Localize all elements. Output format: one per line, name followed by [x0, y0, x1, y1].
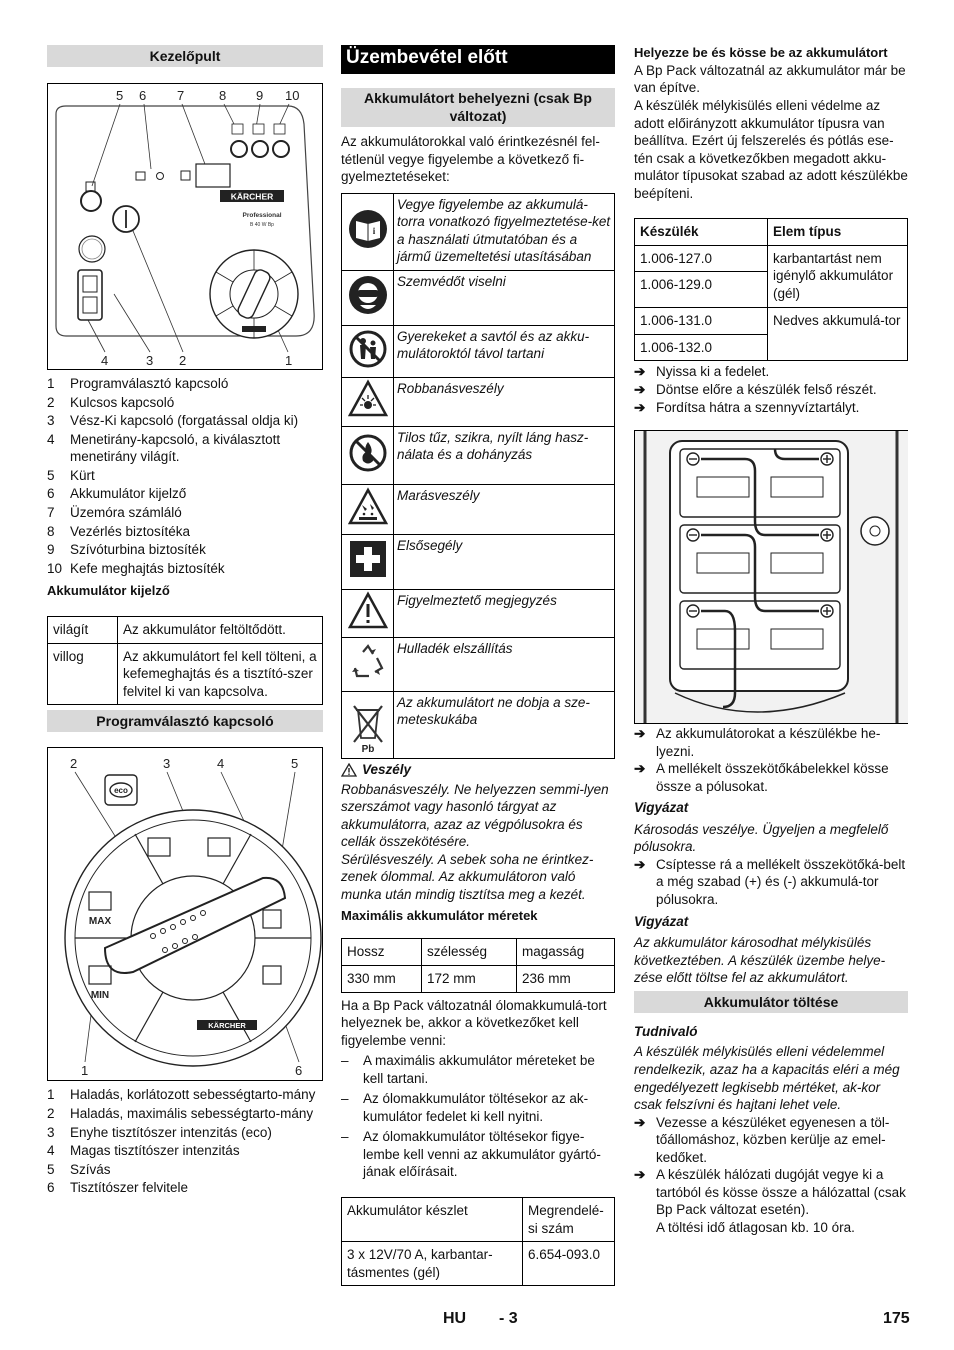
list-item: 6 Akkumulátor kijelző	[47, 486, 187, 502]
fig1-label-7: 7	[177, 88, 185, 104]
list-item: ➔ A mellékelt összekötőkábelekkel kösse össze a pólusokat.	[634, 761, 889, 794]
list-item: 8 Vezérlés biztosítéka	[47, 523, 191, 539]
section-header-kezelopult: Kezelőpult	[47, 45, 323, 67]
table-row: Tilos tűz, szikra, nyílt láng hasz-nálata és a dohányzás	[342, 426, 615, 484]
table-row: Marásveszély	[342, 484, 615, 534]
list-item: ➔ Nyissa ki a fedelet.	[634, 364, 770, 380]
table-row: villog Az akkumulátort fel kell tölteni, a kefemeghajtás és a tisztító-szer felvitel ki van kapcsolva.	[48, 643, 323, 705]
list-item: ➔ Vezesse a készüléket egyenesen a töl-tőállomáshoz, közben kerülje az emel-kedőket.	[634, 1114, 890, 1165]
explosion-icon	[348, 379, 388, 419]
steps-clip	[634, 856, 908, 909]
first-aid-icon	[348, 539, 388, 579]
table-row: 330 mm 172 mm 236 mm	[342, 966, 615, 993]
fig1-label-10: 10	[285, 88, 300, 104]
insert-battery-title: Helyezze be és kösse be az akkumulátort	[634, 45, 888, 60]
insert-paragraph-1: A Bp Pack változatnál az akkumulátor már be van építve.	[634, 62, 906, 96]
table-row: 3 x 12V/70 A, karbantar-tásmentes (gél) 6.654-093.0	[342, 1242, 615, 1286]
list-item: 3 Enyhe tisztítószer intenzitás (eco)	[47, 1124, 272, 1140]
program-selector-legend	[47, 1086, 323, 1196]
list-item: 4 Magas tisztítószer intenzitás	[47, 1143, 240, 1159]
list-item: ➔ Fordítsa hátra a szennyvíztartályt.	[634, 399, 860, 415]
caution-title-2: Vigyázat	[634, 913, 689, 929]
fig1-label-1: 1	[285, 353, 293, 369]
table-row: 1.006-131.0 Nedves akkumulá-tor	[635, 308, 908, 335]
steps-charge	[634, 1114, 908, 1219]
section-header-programvalaszto: Programválasztó kapcsoló	[47, 710, 323, 732]
list-item: 1 Haladás, korlátozott sebességtarto-mány	[47, 1087, 316, 1103]
caution-text-1: Károsodás veszélye. Ügyeljen a megfelelő pólusokra.	[634, 821, 889, 855]
table-row: 1.006-129.0	[635, 272, 908, 308]
table-row: Gyerekeket a savtól és az akku-mulátoroktól távol tartani	[342, 325, 615, 377]
fig2-min-label: MIN	[90, 990, 110, 1002]
bin-icon	[348, 700, 388, 754]
list-item: ➔ Az akkumulátorokat a készülékbe he-lyezni.	[634, 726, 881, 759]
dimensions-table	[341, 938, 615, 992]
list-item: – Az ólomakkumulátor töltésekor az ak-kumulátor fedelet ki kell nyitni.	[341, 1091, 589, 1124]
fig2-label-1: 1	[81, 1063, 89, 1079]
table-row: Pb Az akkumulátort ne dobja a sze-meteskukába	[342, 691, 615, 759]
list-item: ➔ Döntse előre a készülék felső részét.	[634, 382, 877, 397]
table-row: világít Az akkumulátor feltöltődött.	[48, 617, 323, 644]
fig1-label-8: 8	[219, 88, 227, 104]
list-item: 2 Haladás, maximális sebességtarto-mány	[47, 1106, 314, 1122]
steps-insert	[634, 725, 908, 795]
table-row: 1.006-132.0	[635, 334, 908, 361]
akku-kijelzo-title: Akkumulátor kijelző	[47, 583, 170, 599]
main-section-title: Üzembevétel előtt	[341, 45, 615, 74]
steps-open	[634, 363, 908, 416]
no-fire-icon	[348, 433, 388, 473]
section-header-akku-behelyezni: Akkumulátort behelyezni (csak Bp változat)	[341, 88, 615, 127]
table-row: 1.006-127.0 karbantartást nem igénylő akkumulátor (gél)	[635, 245, 908, 272]
list-item: 2 Kulcsos kapcsoló	[47, 394, 175, 410]
table-row: Elsősegély	[342, 534, 615, 589]
list-item: ➔ Csíptesse rá a mellékelt összekötőká-belt a még szabad (+) és (-) akkumulá-tor pólusokra.	[634, 856, 906, 908]
danger-warning-icon	[341, 763, 357, 777]
fig2-label-5: 5	[291, 756, 299, 772]
fig1-brand-logo: KÄRCHER	[230, 191, 274, 202]
column-middle	[341, 45, 615, 1286]
battery-compartment-figure	[634, 430, 908, 724]
table-row: Akkumulátor készlet Megrendelé-si szám	[342, 1198, 615, 1242]
control-panel-legend	[47, 375, 323, 577]
list-item: 3 Vész-Ki kapcsoló (forgatással oldja ki)	[47, 413, 299, 429]
list-item: 4 Menetirány-kapcsoló, a kiválasztott menetirány világít.	[47, 431, 281, 465]
list-item: 10 Kefe meghajtás biztosíték	[47, 560, 225, 576]
table-row: i Vegye figyelembe az akkumulá-torra vonatkozó figyelmeztetése-ket a használati útmutatóban és a jármű üzemeltetési utasításában	[342, 193, 615, 270]
fig1-label-2: 2	[179, 353, 187, 369]
table-row: Figyelmeztető megjegyzés	[342, 589, 615, 637]
children-icon	[348, 329, 388, 369]
list-item: 5 Szívás	[47, 1161, 111, 1177]
footer-language: HU	[443, 1310, 467, 1327]
fig1-label-5: 5	[116, 88, 124, 104]
fig1-label-3: 3	[146, 353, 154, 369]
svg-text:i: i	[372, 226, 375, 237]
recycle-icon	[348, 642, 388, 682]
bin-pb-label: Pb	[361, 743, 374, 754]
warnings-intro: Az akkumulátorokkal való érintkezésnél fel-tétlenül vegye figyelembe a következő fi-gyelmeztetéseket:	[341, 134, 600, 185]
column-right	[634, 45, 908, 1237]
fig1-label-9: 9	[256, 88, 264, 104]
fig2-label-4: 4	[217, 756, 225, 772]
list-item: 9 Szívóturbina biztosíték	[47, 542, 206, 558]
footer-local-page: - 3	[499, 1310, 518, 1327]
lead-acid-list	[341, 1052, 615, 1181]
list-item: 1 Programválasztó kapcsoló	[47, 376, 229, 392]
fig1-label-4: 4	[101, 353, 109, 369]
insert-paragraph-2: A készülék mélykisülés elleni védelme az adott előirányzott akkumulátor típusra van beállítva. Ezért új felszerelés és pótlás ese-tén csak a következőkben megadott akku-mulátor típusokat szabad az adott készülékbe beépíteni.	[634, 97, 908, 201]
column-left	[47, 45, 323, 1198]
table-row: Hossz szélesség magasság	[342, 939, 615, 966]
note-text: A készülék mélykisülés elleni védelemmel rendelkezik, azaz ha a kapacitás eléri a még engedélyezett legkisebb mértéket, ak-kor csak felszívni és hajtani lehet vele.	[634, 1044, 900, 1113]
section-header-akku-toltese: Akkumulátor töltése	[634, 991, 908, 1013]
fig2-brand-logo: KÄRCHER	[208, 1021, 246, 1031]
list-item: – Az ólomakkumulátor töltésekor figye-lembe kell venni az akkumulátor gyártó-jának előírásait.	[341, 1129, 601, 1180]
goggles-icon	[348, 275, 388, 315]
fig2-max-label: MAX	[88, 916, 112, 928]
program-selector-figure	[47, 747, 323, 1081]
list-item: ➔ A készülék hálózati dugóját vegye ki a tartóból és kösse össze a hálózattal (csak Bp Pack változat esetén).	[634, 1167, 906, 1218]
fig1-model-name: Professional	[242, 212, 282, 220]
list-item: – A maximális akkumulátor méreteket be kell tartani.	[341, 1053, 595, 1086]
list-item: 6 Tisztítószer felvitele	[47, 1180, 189, 1196]
caution-text-2: Az akkumulátor károsodhat mélykisülés következtében. A készülék üzembe helye-zése előtt töltse fel az akkumulátort.	[634, 935, 886, 986]
danger-text-injury: Sérülésveszély. A sebek soha ne érintkez-zenek ólommal. Az akkumulátoron való munka után mindig tisztítsa meg a kezét.	[341, 851, 594, 903]
note-title: Tudnivaló	[634, 1023, 698, 1039]
lead-acid-intro: Ha a Bp Pack változatnál ólomakkumulá-tort helyeznek be, akkor a következőket kell figyelembe venni:	[341, 997, 607, 1048]
caution-title-1: Vigyázat	[634, 800, 689, 816]
fig2-label-3: 3	[163, 756, 171, 772]
max-dimensions-title: Maximális akkumulátor méretek	[341, 907, 538, 923]
control-panel-figure	[47, 83, 323, 370]
list-item: 7 Üzemóra számláló	[47, 505, 182, 521]
battery-set-table	[341, 1197, 615, 1286]
danger-heading: Veszély	[341, 761, 615, 779]
warning-symbols-table	[341, 193, 615, 760]
table-row: Hulladék elszállítás	[342, 637, 615, 691]
manual-icon	[348, 209, 388, 249]
fig2-label-2: 2	[70, 756, 78, 772]
fig2-eco-label: eco	[114, 786, 128, 796]
fig1-label-6: 6	[139, 88, 147, 104]
charge-time-text: A töltési idő átlagosan kb. 10 óra.	[656, 1219, 855, 1235]
corrosion-icon	[348, 487, 388, 527]
footer-page-number: 175	[883, 1310, 910, 1327]
table-row: Szemvédőt viselni	[342, 270, 615, 325]
akku-indicator-table	[47, 616, 323, 705]
fig1-model-number: B 40 W Bp	[250, 222, 274, 229]
danger-text-explosion: Robbanásveszély. Ne helyezzen semmi-lyen szerszámot vagy hasonló tárgyat az akkumulátorra, azaz az végpólusokra és cellák összekötésére.	[341, 781, 609, 850]
battery-type-table	[634, 218, 908, 361]
table-row: Robbanásveszély	[342, 377, 615, 426]
warning-icon	[348, 591, 388, 631]
table-row: Készülék Elem típus	[635, 219, 908, 246]
list-item: 5 Kürt	[47, 467, 95, 483]
fig2-label-6: 6	[295, 1063, 303, 1079]
